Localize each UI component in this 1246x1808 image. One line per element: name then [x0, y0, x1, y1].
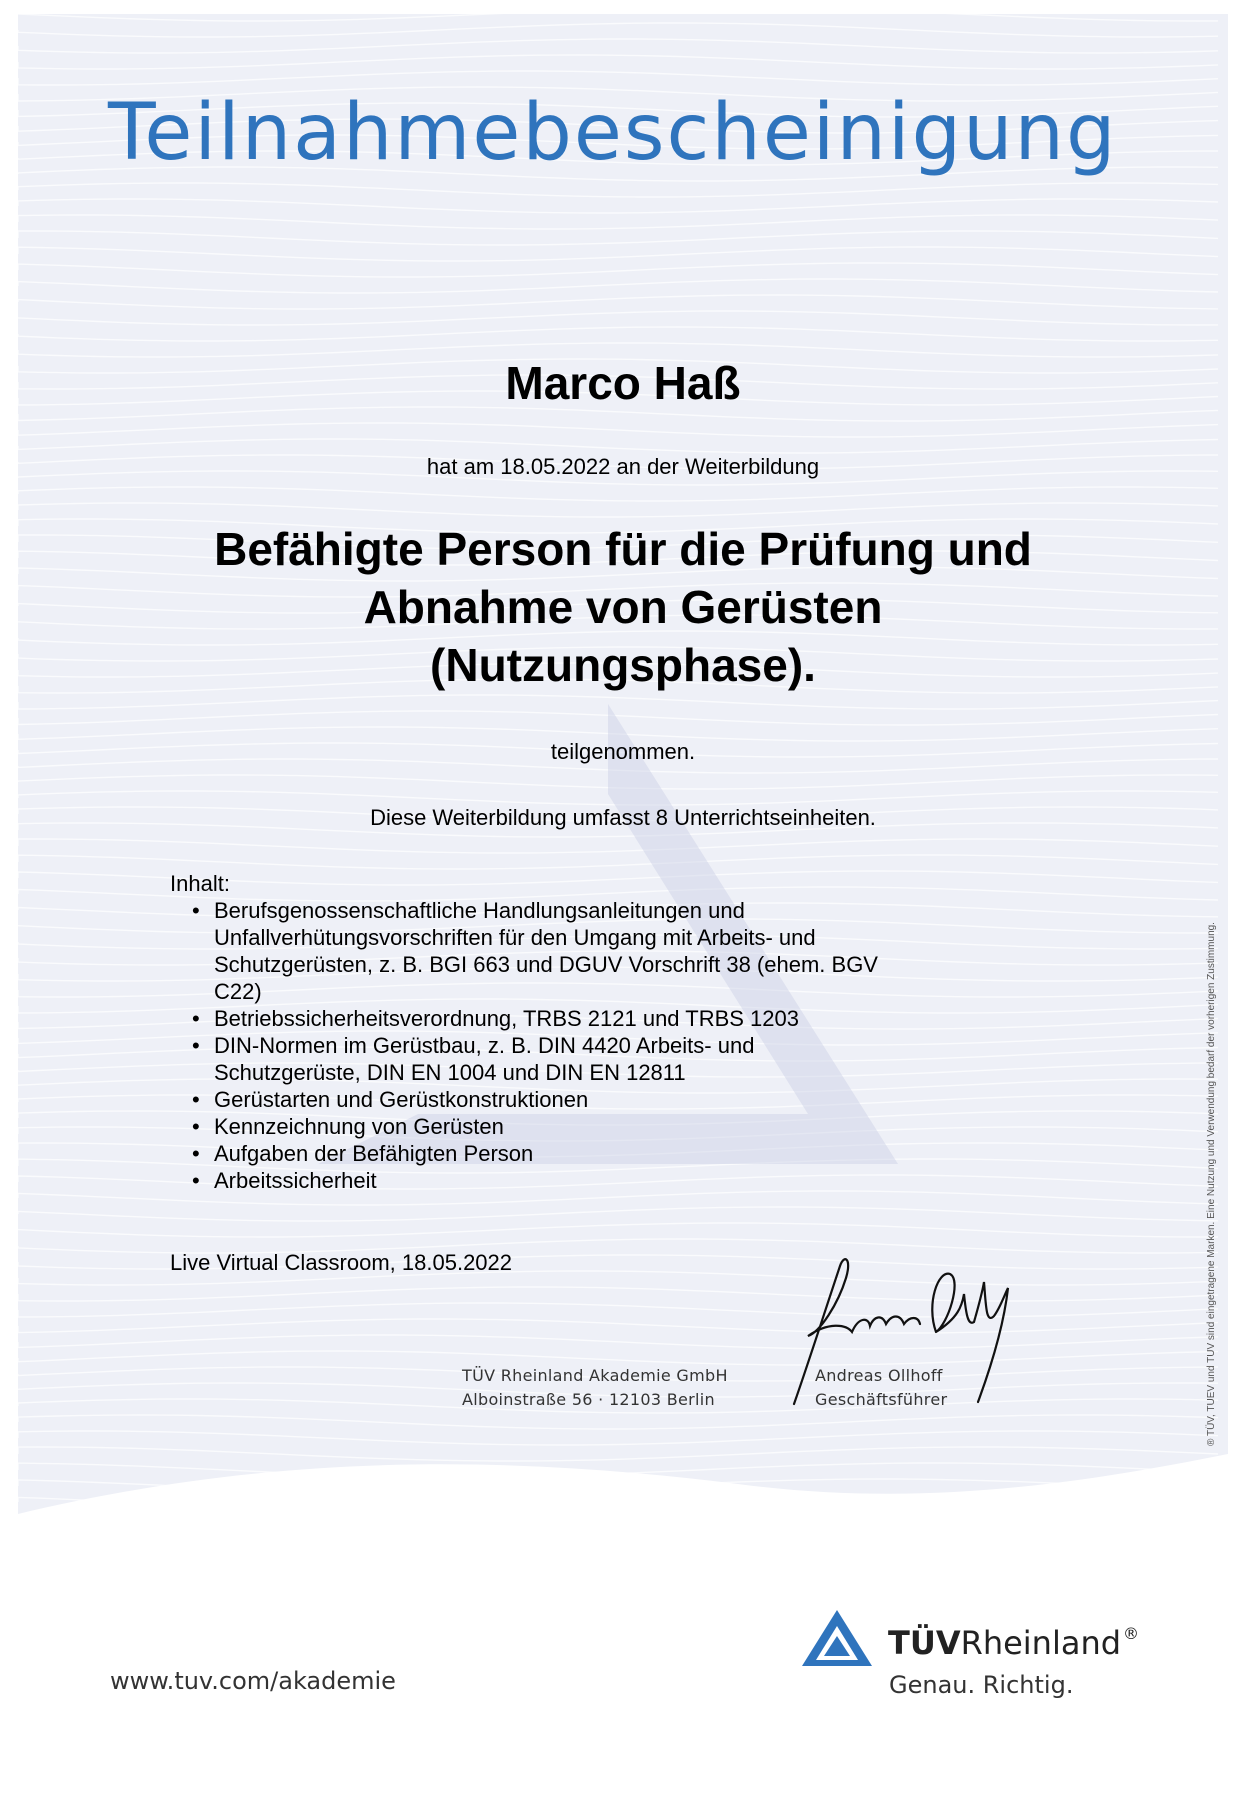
legal-notice: ® TÜV, TUEV und TUV sind eingetragene Marken. Eine Nutzung und Verwendung bedarf der vorherigen Zustimmung.	[1206, 922, 1217, 1446]
list-item-text: Betriebssicherheitsverordnung, TRBS 2121 und TRBS 1203	[214, 1006, 799, 1031]
wave-line	[18, 183, 1218, 197]
list-item-text: Kennzeichnung von Gerüsten	[214, 1114, 504, 1139]
participant-name: Marco Haß	[505, 357, 741, 409]
bullet: •	[192, 1168, 200, 1193]
wave-line	[18, 199, 1218, 213]
wave-line	[18, 247, 1218, 261]
website-url: www.tuv.com/akademie	[110, 1667, 396, 1695]
wave-line	[18, 231, 1218, 245]
bullet: •	[192, 1114, 200, 1139]
wave-line	[18, 279, 1218, 293]
wave-line	[18, 55, 1218, 69]
list-item	[170, 1005, 950, 1032]
wave-line	[18, 295, 1218, 309]
list-item-text: DIN-Normen im Gerüstbau, z. B. DIN 4420 Arbeits- und	[214, 1033, 755, 1058]
content-list	[170, 897, 950, 1194]
list-item	[170, 1086, 950, 1113]
place-date: Live Virtual Classroom, 18.05.2022	[170, 1250, 513, 1275]
wave-line	[18, 855, 1218, 869]
wave-line	[18, 1415, 1218, 1429]
wave-line	[18, 1431, 1218, 1445]
list-item	[170, 897, 950, 1005]
signatory-block	[815, 1364, 947, 1412]
list-item	[170, 1113, 950, 1140]
bottom-curve	[18, 1454, 1228, 1534]
wave-line	[18, 1351, 1218, 1365]
bullet: •	[192, 898, 200, 923]
wave-line	[18, 1287, 1218, 1301]
bullet: •	[192, 1006, 200, 1031]
participated-text: teilgenommen.	[550, 739, 696, 764]
wave-line	[18, 503, 1218, 517]
wave-line	[18, 1319, 1218, 1333]
wave-line	[18, 215, 1218, 229]
list-item-text: Arbeitssicherheit	[214, 1168, 377, 1193]
course-title	[0, 520, 1246, 694]
wave-line	[18, 487, 1218, 501]
wave-line	[18, 1447, 1218, 1461]
list-item	[170, 1140, 950, 1167]
brand-bold: TÜV	[888, 1624, 961, 1662]
wave-line	[18, 1223, 1218, 1237]
course-title-line: Abnahme von Gerüsten	[363, 581, 883, 633]
wave-line	[18, 327, 1218, 341]
wave-line	[18, 343, 1218, 357]
issuer-company: TÜV Rheinland Akademie GmbH	[462, 1366, 728, 1385]
list-item-text: Unfallverhütungsvorschriften für den Umgang mit Arbeits- und	[214, 925, 816, 950]
issuer-address: Alboinstraße 56 · 12103 Berlin	[462, 1390, 715, 1409]
list-item-text: C22)	[214, 979, 262, 1004]
list-item-text: Schutzgerüste, DIN EN 1004 und DIN EN 12811	[214, 1060, 686, 1085]
wave-line	[18, 263, 1218, 277]
bullet: •	[192, 1141, 200, 1166]
registered-mark: ®	[1123, 1624, 1140, 1643]
wave-line	[18, 14, 1218, 21]
tuv-triangle-icon	[800, 1608, 874, 1670]
wave-line	[18, 1335, 1218, 1349]
bullet: •	[192, 1087, 200, 1112]
course-title-line: Befähigte Person für die Prüfung und	[214, 523, 1032, 575]
wave-line	[18, 39, 1218, 53]
certificate-title: Teilnahmebescheinigung	[108, 88, 1118, 178]
brand-slogan: Genau. Richtig.	[889, 1671, 1074, 1699]
signatory-name: Andreas Ollhoff	[815, 1366, 943, 1385]
list-item-text: Aufgaben der Befähigten Person	[214, 1141, 534, 1166]
wave-line	[18, 695, 1218, 709]
wave-line	[18, 1207, 1218, 1221]
bullet: •	[192, 1033, 200, 1058]
intro-text: hat am 18.05.2022 an der Weiterbildung	[426, 454, 820, 479]
list-item	[170, 1167, 950, 1194]
list-item-text: Schutzgerüsten, z. B. BGI 663 und DGUV Vorschrift 38 (ehem. BGV	[214, 952, 878, 977]
content-label: Inhalt:	[170, 871, 230, 896]
brand-regular: Rheinland	[960, 1624, 1122, 1662]
certificate-background	[18, 14, 1228, 1534]
wave-line	[18, 839, 1218, 853]
content-section	[170, 870, 950, 1194]
wave-line	[18, 23, 1218, 37]
wave-line	[18, 439, 1218, 453]
units-text: Diese Weiterbildung umfasst 8 Unterrichtseinheiten.	[370, 805, 876, 830]
list-item	[170, 1032, 950, 1086]
wave-line	[18, 423, 1218, 437]
issuer-block	[462, 1364, 728, 1412]
list-item-text: Berufsgenossenschaftliche Handlungsanleitungen und	[214, 898, 745, 923]
signatory-role: Geschäftsführer	[815, 1390, 948, 1409]
course-title-line: (Nutzungsphase).	[430, 639, 816, 691]
brand-logo-text	[888, 1624, 1139, 1662]
wave-line	[18, 71, 1218, 85]
guilloche-pattern	[18, 14, 1228, 1534]
wave-line	[18, 311, 1218, 325]
list-item-text: Gerüstarten und Gerüstkonstruktionen	[214, 1087, 589, 1112]
wave-line	[18, 1303, 1218, 1317]
